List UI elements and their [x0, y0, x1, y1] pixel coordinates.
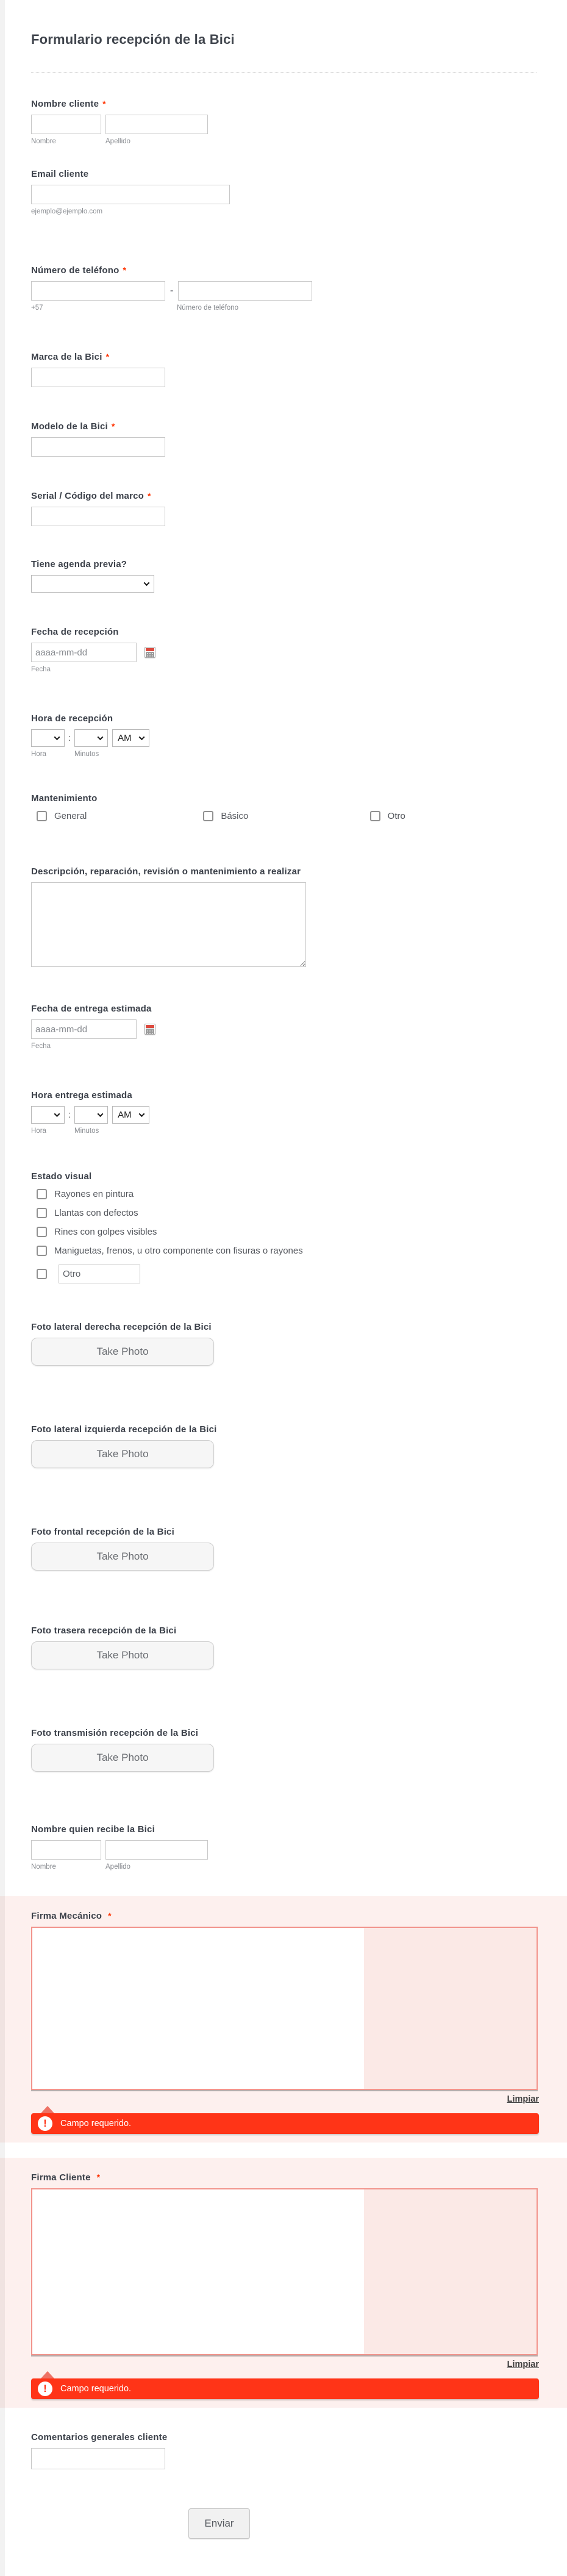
- field-label: [31, 1911, 539, 1921]
- chevron-down-icon: [54, 734, 60, 740]
- take-photo-button[interactable]: Take Photo: [31, 1440, 214, 1468]
- chevron-down-icon: [54, 1111, 60, 1117]
- calendar-icon-header: [146, 1025, 154, 1028]
- ampm-selected-value: AM: [118, 1110, 132, 1120]
- minutos-select[interactable]: [74, 729, 108, 747]
- last-name-input[interactable]: [105, 115, 208, 134]
- serial-input[interactable]: [31, 507, 165, 526]
- fecha-recepcion-input[interactable]: [31, 643, 137, 662]
- label-text: Serial / Código del marco: [31, 491, 144, 501]
- field-foto-transmision: [31, 1728, 537, 1772]
- estado-option-rines: [37, 1227, 537, 1237]
- time-colon-separator: :: [68, 733, 71, 743]
- mantenimiento-option-otro: [370, 811, 537, 821]
- agenda-select[interactable]: [31, 575, 154, 593]
- hora-sublabel: Hora: [31, 751, 46, 758]
- ampm-selected-value: AM: [118, 733, 132, 743]
- hora-select[interactable]: [31, 729, 65, 747]
- field-label: [31, 491, 537, 501]
- checkbox-label: Rayones en pintura: [54, 1189, 134, 1199]
- phone-area-input[interactable]: [31, 281, 165, 301]
- field-label: [31, 421, 537, 432]
- maniguetas-checkbox[interactable]: [37, 1246, 47, 1256]
- field-foto-trasera: [31, 1625, 537, 1669]
- label-text: Modelo de la Bici: [31, 421, 108, 432]
- first-name-sublabel: Nombre: [31, 1863, 56, 1871]
- submit-row: [31, 2508, 537, 2575]
- limpiar-link[interactable]: Limpiar: [507, 2094, 539, 2104]
- field-marca: [31, 352, 537, 387]
- phone-dash-separator: -: [170, 285, 174, 296]
- field-label: Fecha de recepción: [31, 627, 119, 637]
- field-label: Estado visual: [31, 1171, 92, 1182]
- field-serial: [31, 491, 537, 526]
- checkbox-label: Rines con golpes visibles: [54, 1227, 157, 1237]
- estado-option-otro: [37, 1265, 537, 1283]
- limpiar-row: [31, 2359, 539, 2370]
- field-label: [31, 2172, 539, 2183]
- checkbox-label: Maniguetas, frenos, u otro componente con fisuras o rayones: [54, 1246, 303, 1256]
- calendar-icon-grid: [146, 1029, 154, 1034]
- take-photo-button[interactable]: Take Photo: [31, 1641, 214, 1669]
- email-sublabel: ejemplo@ejemplo.com: [31, 208, 103, 215]
- field-label: [31, 265, 537, 276]
- email-input[interactable]: [31, 185, 230, 204]
- field-foto-lateral-izquierda: [31, 1424, 537, 1468]
- minutos-entrega-select[interactable]: [74, 1106, 108, 1124]
- field-nombre-cliente: [31, 99, 537, 145]
- signature-pad-mecanico[interactable]: [31, 1927, 538, 2090]
- ampm-select[interactable]: [112, 729, 149, 747]
- required-star: *: [96, 2172, 101, 2182]
- time-colon-separator: :: [68, 1110, 71, 1120]
- label-text: Firma Mecánico: [31, 1911, 102, 1921]
- limpiar-row: [31, 2094, 539, 2105]
- estado-option-rayones: [37, 1189, 537, 1199]
- mantenimiento-option-general: [37, 811, 203, 821]
- estado-option-llantas: [37, 1208, 537, 1218]
- signature-canvas[interactable]: [32, 2189, 364, 2354]
- section-firma-cliente: [0, 2158, 567, 2408]
- first-name-sublabel: Nombre: [31, 138, 56, 145]
- checkbox-label: Otro: [387, 811, 405, 821]
- phone-number-input[interactable]: [178, 281, 312, 301]
- recibe-first-name-input[interactable]: [31, 1840, 101, 1860]
- llantas-checkbox[interactable]: [37, 1208, 47, 1218]
- hora-entrega-select[interactable]: [31, 1106, 65, 1124]
- field-label: [31, 352, 537, 362]
- comentarios-input[interactable]: [31, 2448, 165, 2469]
- estado-option-maniguetas: [37, 1246, 537, 1256]
- field-label: Email cliente: [31, 169, 89, 179]
- field-modelo: [31, 421, 537, 457]
- title-separator: [31, 72, 537, 73]
- general-checkbox[interactable]: [37, 811, 47, 821]
- signature-canvas[interactable]: [32, 1928, 364, 2089]
- phone-number-sublabel: Número de teléfono: [177, 304, 239, 312]
- recibe-last-name-input[interactable]: [105, 1840, 208, 1860]
- page-title: Formulario recepción de la Bici: [31, 32, 235, 47]
- section-gap: [0, 2143, 567, 2158]
- field-label: Foto frontal recepción de la Bici: [31, 1527, 174, 1537]
- field-fecha-recepcion: [31, 627, 537, 673]
- calendar-icon[interactable]: [144, 1024, 155, 1035]
- chevron-down-icon: [139, 1111, 145, 1117]
- field-label: Hora de recepción: [31, 713, 113, 724]
- rayones-checkbox[interactable]: [37, 1189, 47, 1199]
- field-label: Foto lateral derecha recepción de la Bici: [31, 1322, 212, 1332]
- field-label: Tiene agenda previa?: [31, 559, 127, 569]
- basico-checkbox[interactable]: [203, 811, 213, 821]
- checkbox-label: Básico: [221, 811, 249, 821]
- phone-area-sublabel: +57: [31, 304, 43, 312]
- error-bar: [31, 2113, 539, 2134]
- estado-otro-checkbox[interactable]: [37, 1269, 47, 1279]
- take-photo-button[interactable]: Take Photo: [31, 1338, 214, 1366]
- estado-otro-input[interactable]: [59, 1265, 140, 1283]
- field-label: Mantenimiento: [31, 793, 98, 804]
- last-name-sublabel: Apellido: [105, 138, 130, 145]
- checkbox-label: General: [54, 811, 87, 821]
- error-bar: [31, 2378, 539, 2399]
- required-star: *: [108, 1911, 112, 1921]
- required-star: *: [111, 421, 115, 431]
- field-estado-visual: [31, 1171, 537, 1283]
- chevron-down-icon: [98, 1111, 104, 1117]
- chevron-down-icon: [139, 734, 145, 740]
- fecha-sublabel: Fecha: [31, 1043, 51, 1050]
- enviar-button[interactable]: Enviar: [188, 2508, 250, 2539]
- descripcion-textarea[interactable]: [31, 882, 306, 967]
- fecha-entrega-input[interactable]: [31, 1019, 137, 1039]
- error-message: Campo requerido.: [60, 2384, 132, 2394]
- label-text: Marca de la Bici: [31, 352, 102, 362]
- field-email-cliente: [31, 169, 537, 215]
- required-star: *: [148, 491, 151, 501]
- field-label: Fecha de entrega estimada: [31, 1004, 152, 1014]
- calendar-icon-grid: [146, 652, 154, 657]
- label-text: Firma Cliente: [31, 2172, 91, 2183]
- field-label: [31, 99, 537, 109]
- field-label: Hora entrega estimada: [31, 1090, 132, 1101]
- field-label: Descripción, reparación, revisión o mantenimiento a realizar: [31, 866, 301, 877]
- modelo-input[interactable]: [31, 437, 165, 457]
- label-text: Nombre cliente: [31, 99, 99, 109]
- marca-input[interactable]: [31, 368, 165, 387]
- required-star: *: [102, 99, 106, 109]
- required-star: *: [123, 265, 127, 275]
- calendar-icon-header: [146, 648, 154, 651]
- chevron-down-icon: [98, 734, 104, 740]
- field-label: Nombre quien recibe la Bici: [31, 1824, 155, 1835]
- calendar-icon[interactable]: [144, 647, 155, 658]
- field-hora-recepcion: [31, 713, 537, 758]
- field-label: Foto trasera recepción de la Bici: [31, 1625, 177, 1636]
- take-photo-button[interactable]: Take Photo: [31, 1744, 214, 1772]
- field-label: Comentarios generales cliente: [31, 2432, 168, 2442]
- field-comentarios: [31, 2432, 537, 2469]
- fecha-sublabel: Fecha: [31, 666, 51, 673]
- error-exclamation-icon: !: [38, 2116, 52, 2131]
- otro-checkbox[interactable]: [370, 811, 380, 821]
- mantenimiento-option-basico: [203, 811, 369, 821]
- rines-checkbox[interactable]: [37, 1227, 47, 1237]
- ampm-entrega-select[interactable]: [112, 1106, 149, 1124]
- field-telefono: [31, 265, 537, 312]
- section-firma-mecanico: [0, 1896, 567, 2143]
- hora-sublabel: Hora: [31, 1127, 46, 1135]
- field-fecha-entrega: [31, 1004, 537, 1050]
- first-name-input[interactable]: [31, 115, 101, 134]
- field-mantenimiento: [31, 793, 537, 821]
- error-exclamation-icon: !: [38, 2382, 52, 2396]
- field-descripcion: [31, 866, 537, 970]
- take-photo-button[interactable]: Take Photo: [31, 1543, 214, 1571]
- field-agenda: [31, 559, 537, 593]
- limpiar-link[interactable]: Limpiar: [507, 2360, 539, 2369]
- chevron-down-icon: [144, 580, 150, 586]
- field-label: Foto transmisión recepción de la Bici: [31, 1728, 199, 1738]
- field-hora-entrega: [31, 1090, 537, 1135]
- minutos-sublabel: Minutos: [74, 1127, 99, 1135]
- error-message: Campo requerido.: [60, 2119, 132, 2128]
- signature-pad-cliente[interactable]: [31, 2188, 538, 2355]
- field-foto-frontal: [31, 1527, 537, 1571]
- field-label: Foto lateral izquierda recepción de la Bici: [31, 1424, 217, 1435]
- last-name-sublabel: Apellido: [105, 1863, 130, 1871]
- checkbox-label: Llantas con defectos: [54, 1208, 138, 1218]
- field-nombre-recibe: [31, 1824, 537, 1871]
- field-foto-lateral-derecha: [31, 1322, 537, 1366]
- label-text: Número de teléfono: [31, 265, 119, 276]
- required-star: *: [105, 352, 110, 362]
- minutos-sublabel: Minutos: [74, 751, 99, 758]
